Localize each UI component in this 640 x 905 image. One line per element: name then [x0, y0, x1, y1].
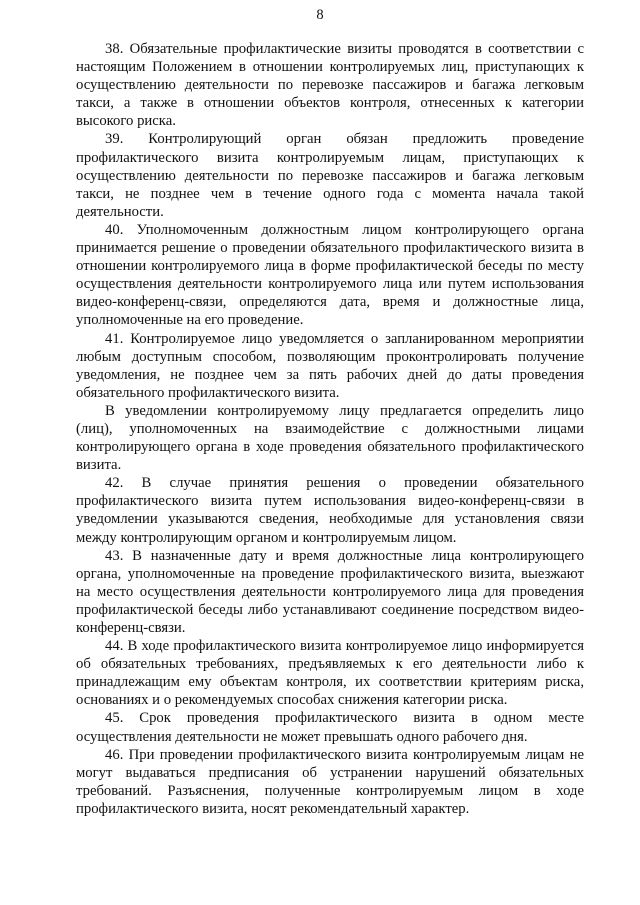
paragraph-43: 43. В назначенные дату и время должностные лица контролирующего органа, уполномоченные на проведение профилактического визита, выезжают на место осуществления деятельности контролируемого лица для проведения профилактической беседы либо устанавливают соединение посредством видео-конференц-связи.: [76, 547, 584, 636]
paragraph-45: 45. Срок проведения профилактического визита в одном месте осуществления деятельности не может превышать одного рабочего дня.: [76, 710, 584, 745]
paragraph-44: 44. В ходе профилактического визита контролируемое лицо информируется об обязательных требованиях, предъявляемых к его деятельности либо к принадлежащим ему объектам контроля, их соответствии критериям риска, основаниях и о рекомендуемых способах снижения категории риска.: [76, 638, 584, 709]
paragraph-42: 42. В случае принятия решения о проведении обязательного профилактического визита путем использования видео-конференц-связи в уведомлении указываются сведения, необходимые для установления связи между контролирующим органом и контролируемым лицом.: [76, 475, 584, 546]
paragraph-41-notice: В уведомлении контролируемому лицу предлагается определить лицо (лиц), уполномоченных на взаимодействие с должностными лицами контролирующего органа в ходе проведения обязательного профилактического визита.: [76, 402, 584, 474]
paragraph-38: 38. Обязательные профилактические визиты проводятся в соответствии с настоящим Положением в отношении контролируемых лиц, приступающих к осуществлению деятельности по перевозке пассажиров и багажа легковым такси, а также в отношении объектов контроля, отнесенных к категории высокого риска.: [76, 41, 584, 130]
page-number: 8: [316, 7, 324, 23]
paragraph-40: 40. Уполномоченным должностным лицом контролирующего органа принимается решение о проведении обязательного профилактического визита в отношении контролируемого лица в форме профилактической беседы по месту осуществления деятельности контролируемого лица или путем использования видео-конференц-связи, определяются дата, время и должностные лица, уполномоченные на его проведение.: [76, 221, 584, 329]
paragraph-41: 41. Контролируемое лицо уведомляется о запланированном мероприятии любым доступным способом, позволяющим проконтролировать получение уведомления, не позднее чем за пять рабочих дней до даты проведения обязательного профилактического визита.: [76, 330, 584, 401]
paragraph-46: 46. При проведении профилактического визита контролируемым лицам не могут выдаваться предписания об устранении нарушений обязательных требований. Разъяснения, полученные контролируемым лицом в ходе профилактического визита, носят рекомендательный характер.: [76, 746, 584, 817]
paragraph-39: 39. Контролирующий орган обязан предложить проведение профилактического визита контролируемым лицам, приступающих к осуществлению деятельности по перевозке пассажиров и багажа легковым такси, не позднее чем в течение одного года с момента начала такой деятельности.: [76, 131, 584, 220]
document-body: [76, 40, 584, 818]
